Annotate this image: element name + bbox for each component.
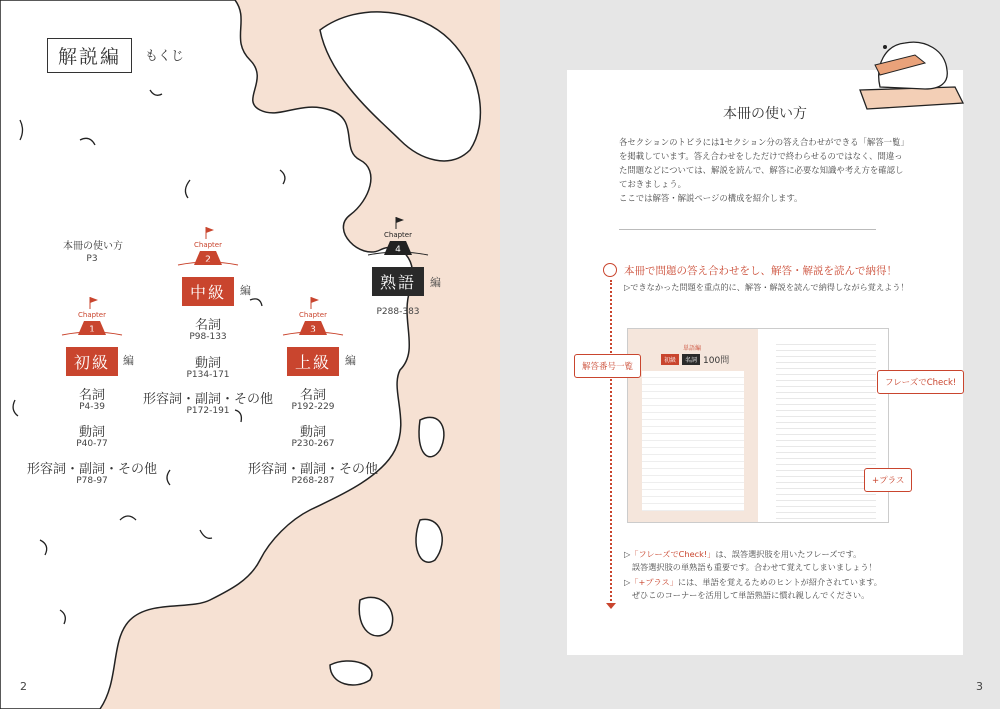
toc-item[interactable]: 動詞 xyxy=(299,425,327,440)
divider xyxy=(619,229,876,230)
preview-section: 単語編 xyxy=(683,345,702,352)
note-phrase: ▷「フレーズでCheck!」は、誤答選択肢を用いたフレーズです。 誤答選択肢の単熟語も重要です。合わせて覚えてしまいましょう！ xyxy=(624,549,877,572)
toc-item[interactable]: 名詞 xyxy=(194,318,222,333)
toc-item[interactable]: 動詞 xyxy=(78,425,106,440)
toc-item[interactable]: 名詞 xyxy=(299,388,327,403)
toc-page: P230-267 xyxy=(291,439,335,449)
callout-phrase: フレーズでCheck! xyxy=(877,370,964,394)
svg-text:4: 4 xyxy=(395,245,401,255)
right-page xyxy=(500,0,1000,709)
hen-label: 編 xyxy=(430,276,441,289)
chapter-2-mountain-icon xyxy=(176,225,240,270)
toc-page: P172-191 xyxy=(186,406,230,416)
callout-plus: +プラス xyxy=(864,468,912,492)
toc-item[interactable]: 名詞 xyxy=(78,388,106,403)
hen-label: 編 xyxy=(123,354,134,367)
howto-link[interactable]: 本冊の使い方 xyxy=(63,241,123,252)
level-badge-beginner: 初級 xyxy=(66,347,118,376)
level-badge-intermediate: 中級 xyxy=(182,277,234,306)
sample-page-preview xyxy=(627,328,889,523)
chapter-1-mountain-icon xyxy=(60,295,124,340)
section-title: 本冊で問題の答え合わせをし、解答・解説を読んで納得！ xyxy=(624,265,897,277)
toc-page: P98-133 xyxy=(189,332,227,342)
toc-item[interactable]: 動詞 xyxy=(194,356,222,371)
svg-text:Chapter: Chapter xyxy=(78,311,106,319)
svg-text:Chapter: Chapter xyxy=(194,241,222,249)
toc-item[interactable]: 形容詞・副詞・その他 xyxy=(247,462,379,477)
svg-text:Chapter: Chapter xyxy=(299,311,327,319)
toc-page: P4-39 xyxy=(79,402,105,412)
preview-pos: 名詞 xyxy=(682,354,700,365)
toc-item[interactable]: 形容詞・副詞・その他 xyxy=(26,462,158,477)
preview-level: 初級 xyxy=(661,354,679,365)
toc-page: P40-77 xyxy=(76,439,108,449)
svg-text:2: 2 xyxy=(205,255,211,265)
level-badge-advanced: 上級 xyxy=(287,347,339,376)
polar-bear-illustration xyxy=(855,25,965,115)
section-subtitle: ▷できなかった問題を重点的に、解答・解説を読んで納得しながら覚えよう！ xyxy=(624,282,909,292)
howto-heading: 本冊の使い方 xyxy=(723,106,807,122)
svg-text:1: 1 xyxy=(89,325,95,335)
page-number-left: 2 xyxy=(20,680,27,693)
howto-page: P3 xyxy=(86,254,98,264)
circle-icon xyxy=(603,263,617,277)
arrow-down-icon xyxy=(606,603,616,609)
toc-item[interactable]: 形容詞・副詞・その他 xyxy=(142,392,274,407)
hen-label: 編 xyxy=(240,284,251,297)
note-plus: ▷「+プラス」には、単語を覚えるためのヒントが紹介されています。 ぜひこのコーナーを活用して単語熟語に慣れ親しんでください。 xyxy=(624,577,882,600)
page-title: 解説編 xyxy=(47,38,132,73)
chapter-4-mountain-icon xyxy=(366,215,430,260)
svg-text:Chapter: Chapter xyxy=(384,231,412,239)
level-badge-idioms: 熟語 xyxy=(372,267,424,296)
chapter-3-mountain-icon xyxy=(281,295,345,340)
toc-page: P78-97 xyxy=(76,476,108,486)
svg-text:3: 3 xyxy=(310,325,316,335)
callout-answers: 解答番号一覧 xyxy=(574,354,641,378)
page-subtitle: もくじ xyxy=(145,49,185,64)
toc-page: P134-171 xyxy=(186,370,230,380)
preview-count: 100問 xyxy=(703,356,730,366)
toc-page[interactable]: P288-383 xyxy=(376,307,420,317)
howto-card xyxy=(567,70,963,655)
answer-table xyxy=(642,371,744,511)
toc-page: P268-287 xyxy=(291,476,335,486)
dotted-line xyxy=(610,280,612,605)
intro-text: 各セクションのトビラには1セクション分の答え合わせができる「解答一覧」を掲載しています。答え合わせをしただけで終わらせるのではなく、間違った問題などについては、解説を読んで、解答に必要な知識や考え方を確認しておきましょう。 ここでは解答・解説ページの構成を紹介します。 xyxy=(619,137,909,203)
hen-label: 編 xyxy=(345,354,356,367)
toc-page: P192-229 xyxy=(291,402,335,412)
page-number-right: 3 xyxy=(976,680,983,693)
